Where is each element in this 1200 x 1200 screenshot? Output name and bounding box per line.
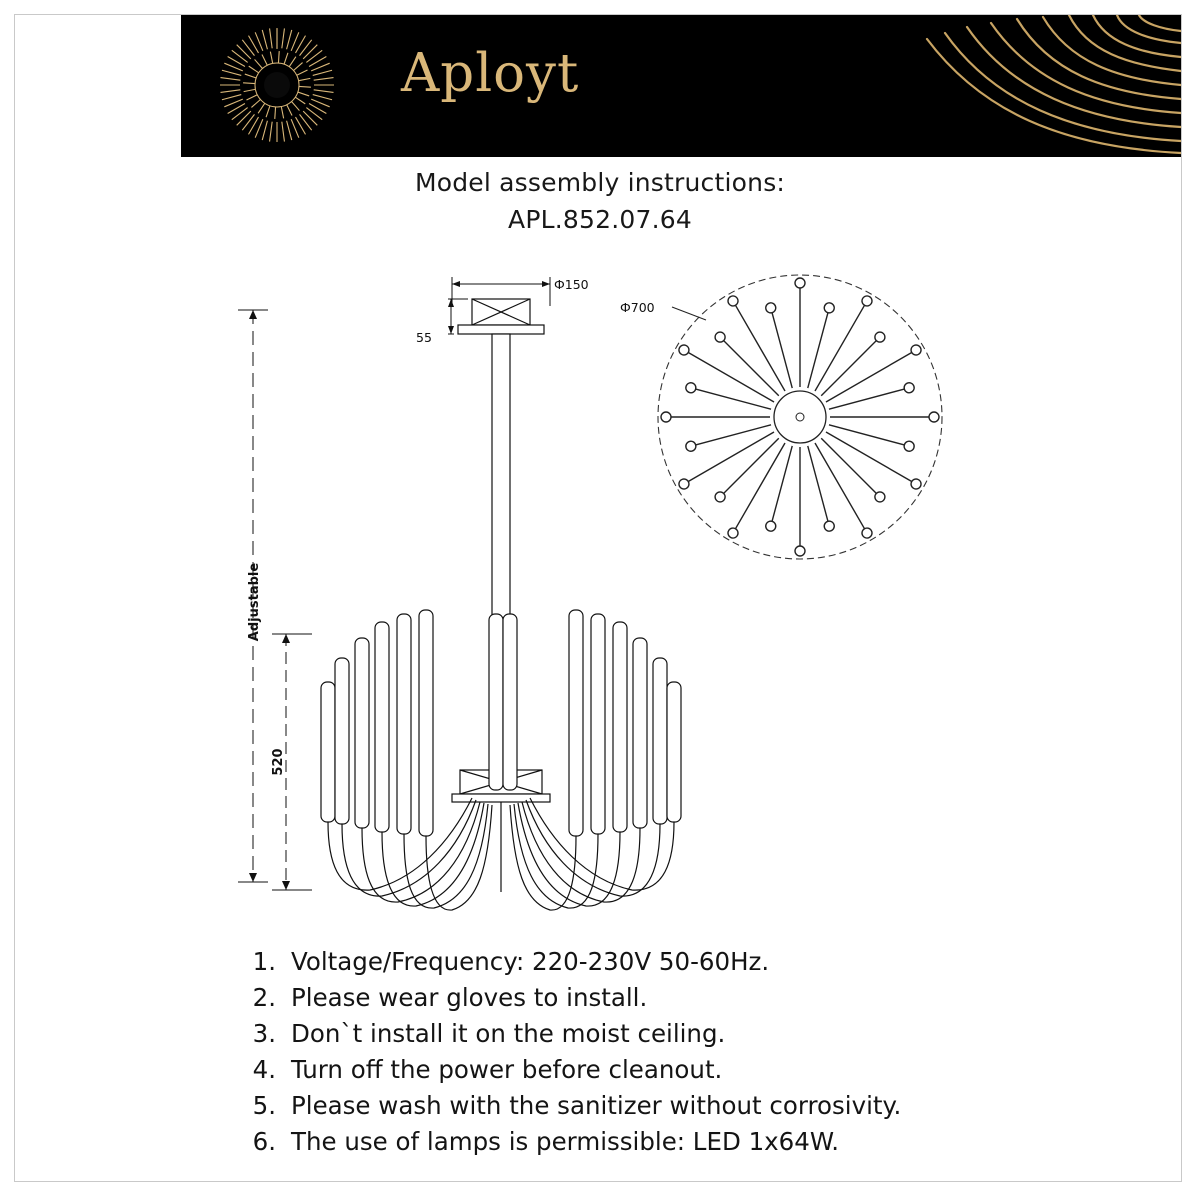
list-item-number: 2. bbox=[252, 982, 276, 1012]
list-item bbox=[242, 1056, 1142, 1085]
list-item bbox=[242, 948, 1142, 977]
brand-banner bbox=[181, 15, 1181, 157]
sunburst-logo-icon bbox=[217, 25, 337, 145]
list-item bbox=[242, 1128, 1142, 1157]
list-item-text: The use of lamps is permissible: LED 1x64W. bbox=[291, 1126, 840, 1156]
page-title bbox=[0, 168, 1200, 234]
label-canopy-diameter: Ф150 bbox=[554, 277, 589, 292]
front-view-diagram-icon bbox=[321, 610, 681, 910]
list-item-number: 3. bbox=[252, 1018, 276, 1048]
list-item-text: Please wash with the sanitizer without corrosivity. bbox=[291, 1090, 902, 1120]
title-model-code: APL.852.07.64 bbox=[508, 205, 692, 234]
title-instructions-label: Model assembly instructions: bbox=[414, 168, 786, 197]
instructions-list bbox=[242, 948, 1142, 1163]
list-item-text: Please wear gloves to install. bbox=[291, 982, 648, 1012]
list-item bbox=[242, 1020, 1142, 1049]
label-fixture-diameter: Ф700 bbox=[620, 300, 655, 315]
palm-rays-icon bbox=[731, 15, 1181, 157]
list-item-number: 4. bbox=[252, 1054, 276, 1084]
drawing-svg bbox=[220, 262, 1000, 922]
label-canopy-height: 55 bbox=[416, 330, 432, 345]
list-item bbox=[242, 1092, 1142, 1121]
technical-drawing bbox=[220, 262, 1000, 922]
list-item bbox=[242, 984, 1142, 1013]
label-adjustable: Adjustable bbox=[247, 562, 262, 642]
list-item-number: 1. bbox=[252, 947, 276, 976]
canopy-part bbox=[458, 299, 544, 634]
list-item-number: 6. bbox=[252, 1126, 276, 1156]
list-item-text: Turn off the power before cleanout. bbox=[291, 1054, 723, 1084]
top-view-diagram-icon bbox=[658, 275, 942, 559]
list-item-text: Don`t install it on the moist ceiling. bbox=[291, 1018, 726, 1048]
list-item-number: 5. bbox=[252, 1090, 276, 1120]
label-body-height: 520 bbox=[271, 748, 286, 776]
list-item-text: Voltage/Frequency: 220-230V 50-60Hz. bbox=[291, 947, 770, 976]
brand-wordmark: Aployt bbox=[401, 43, 580, 104]
